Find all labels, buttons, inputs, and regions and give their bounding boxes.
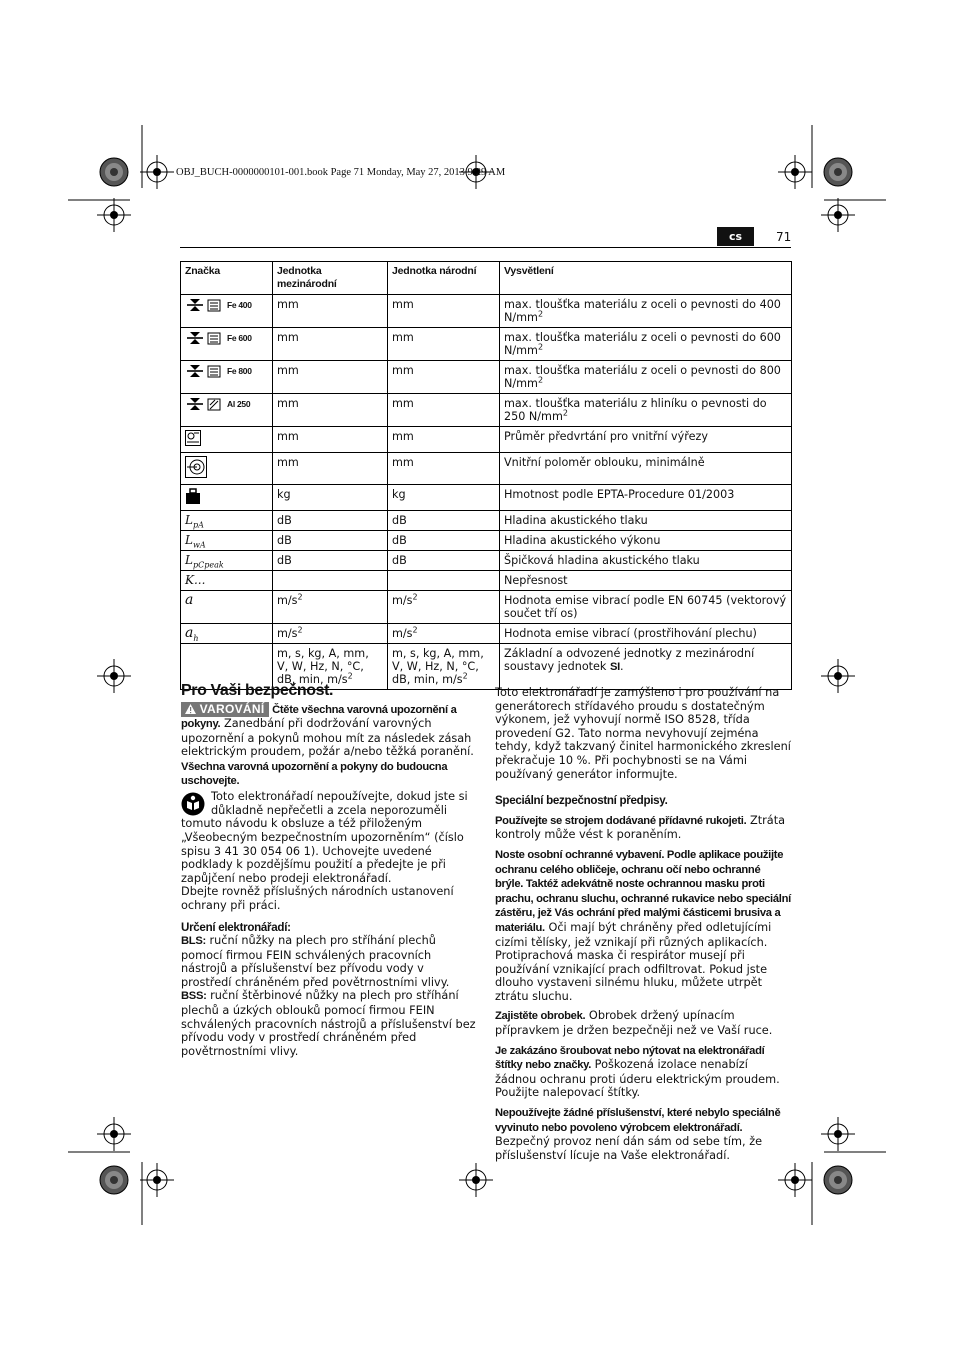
max-thickness-icon	[185, 364, 223, 378]
table-row	[181, 427, 792, 453]
table-cell: Hladina akustického tlaku	[500, 511, 792, 531]
symbol-cell: a	[181, 591, 273, 624]
generator-text: Toto elektronářadí je zamýšleno i pro používání na generátorech střídavého proudu s dostatečným výkonem, jež vyhovují normě ISO 8528, třída provedení G2. Tato norma nevyhovují zejména tehdy, když takzvaný činitel harmonického zkreslení překračuje 10 %. Při pochybnosti se na Vámi používaný generátor informujte.	[495, 686, 791, 781]
warning-lead: Čtěte všechna varovná upozornění a pokyny.	[181, 703, 457, 731]
table-cell: mm	[388, 295, 500, 328]
table-cell: mm	[273, 453, 388, 485]
table-cell	[273, 571, 388, 591]
header-cell: Značka	[181, 262, 273, 295]
bss-label: BSS:	[181, 990, 207, 1003]
table-cell: dB	[388, 551, 500, 571]
bss-text: ruční štěrbinové nůžky na plech pro stříhání plechů a úzkých oblouků pomocí firmou FEIN schválených pracovních nástrojů a příslušenství bez přívodu vody v prostředí chráněném před povětrnostními vlivy.	[181, 989, 476, 1058]
table-row	[181, 361, 792, 394]
left-column	[181, 684, 477, 1058]
warning-badge: VAROVÁNÍ	[181, 702, 269, 718]
rule-text: Obrobek držený upínacím přípravkem je držen bezpečněji než ve Vaší ruce.	[495, 1009, 773, 1038]
rule-lead: Zajistěte obrobek.	[495, 1010, 586, 1023]
table-row	[181, 531, 792, 551]
table-row	[181, 624, 792, 644]
warning-triangle-icon	[185, 704, 196, 714]
bls-text: ruční nůžky na plech pro stříhání plechů pomocí firmou FEIN schválených pracovních nástrojů a příslušenství bez přívodu vody v prostředí chráněném před povětrnostními vlivy.	[181, 934, 450, 989]
table-cell: $m/s^2$	[273, 591, 388, 624]
table-cell: kg	[388, 485, 500, 511]
rule-text: Poškozená izolace nenabízí žádnou ochranu proti úderu elektrickým proudem. Použijte nalepovací štítky.	[495, 1058, 780, 1100]
table-row	[181, 571, 792, 591]
rule-text: Ztráta kontroly může vést k poraněním.	[495, 813, 786, 842]
table-cell: mm	[273, 427, 388, 453]
table-cell: mm	[273, 295, 388, 328]
keep-instructions: Všechna varovná upozornění a pokyny do budoucna uschovejte.	[181, 760, 448, 787]
rule-text: Bezpečný provoz není dán sám od sebe tím, že příslušenství lícuje na Vaše elektronářadí.	[495, 1135, 763, 1162]
table-cell: m, s, kg, A, mm, V, W, Hz, N, °C, dB, min, $m/s^2$	[273, 644, 388, 690]
table-cell: dB	[273, 531, 388, 551]
table-cell: Špičková hladina akustického tlaku	[500, 551, 792, 571]
right-column	[495, 686, 791, 1162]
table-cell	[388, 571, 500, 591]
rule-lead: Nepoužívejte žádné příslušenství, které nebylo speciálně vyvinuto nebo povoleno výrobcem elektronářadí.	[495, 1107, 781, 1134]
language-tab: cs	[717, 227, 754, 246]
table-cell: Hodnota emise vibrací podle EN 60745 (vektorový součet tří os)	[500, 591, 792, 624]
table-row	[181, 511, 792, 531]
table-cell: mm	[273, 394, 388, 427]
rule-lead: Používejte se strojem dodávané přídavné rukojeti.	[495, 814, 747, 827]
table-row	[181, 591, 792, 624]
table-cell: mm	[388, 361, 500, 394]
page-number: 71	[776, 230, 792, 244]
material-label: Al 250	[227, 398, 251, 409]
table-cell: $m/s^2$	[273, 624, 388, 644]
table-cell: dB	[273, 511, 388, 531]
max-thickness-icon	[185, 397, 223, 411]
header-cell: Vysvětlení	[500, 262, 792, 295]
table-row	[181, 453, 792, 485]
rule-lead: Je zakázáno šroubovat nebo nýtovat na elektronářadí štítky nebo značky.	[495, 1044, 765, 1072]
table-cell: m, s, kg, A, mm, V, W, Hz, N, °C, dB, min, $m/s^2$	[388, 644, 500, 690]
table-cell: max. tloušťka materiálu z oceli o pevnosti do 600 $N/mm^2$	[500, 328, 792, 361]
symbol-cell: K...	[181, 571, 273, 591]
symbol-cell: $L_{pA}$	[181, 511, 273, 531]
table-row	[181, 485, 792, 511]
warning-text: Zanedbání při dodržování varovných upozornění a pokynů mohou mít za následek zásah elektrickým proudem, požár a/nebo těžká poranění.	[181, 717, 474, 759]
table-cell: Základní a odvozené jednotky z mezinárodní soustavy jednotek SI.	[500, 644, 792, 690]
special-rules-title: Speciální bezpečnostní předpisy.	[495, 794, 668, 808]
table-header-row	[181, 262, 792, 295]
header-rule	[180, 247, 791, 248]
table-row	[181, 295, 792, 328]
table-cell: max. tloušťka materiálu z oceli o pevnosti do 800 $N/mm^2$	[500, 361, 792, 394]
predrill-diameter-icon	[185, 430, 201, 446]
table-cell: mm	[388, 394, 500, 427]
table-cell: mm	[273, 361, 388, 394]
table-cell: $m/s^2$	[388, 591, 500, 624]
table-cell: mm	[388, 427, 500, 453]
table-cell: Průměr předvrtání pro vnitřní výřezy	[500, 427, 792, 453]
read-manual-icon	[181, 792, 205, 816]
table-cell: Vnitřní poloměr oblouku, minimálně	[500, 453, 792, 485]
section-title: Pro Vaši bezpečnost.	[181, 682, 334, 699]
table-cell: mm	[388, 328, 500, 361]
symbol-cell: $a_h$	[181, 624, 273, 644]
table-cell: Hmotnost podle EPTA-Procedure 01/2003	[500, 485, 792, 511]
table-cell: Nepřesnost	[500, 571, 792, 591]
regulations-text: Dbejte rovněž příslušných národních ustanovení ochrany při práci.	[181, 885, 454, 912]
table-cell: dB	[273, 551, 388, 571]
table-row	[181, 551, 792, 571]
symbols-table	[180, 261, 792, 690]
material-label: Fe 800	[227, 365, 252, 376]
book-file-line: OBJ_BUCH-0000000101-001.book Page 71 Monday, May 27, 2013 9:29 AM	[176, 167, 506, 178]
bls-label: BLS:	[181, 935, 206, 948]
max-thickness-icon	[185, 331, 223, 345]
table-cell: dB	[388, 511, 500, 531]
table-cell: dB	[388, 531, 500, 551]
symbol-cell: $L_{pCpeak}$	[181, 551, 273, 571]
rule-text: Oči mají být chráněny před odletujícími cizími tělísky, jež vznikají při různých aplikacích. Protiprachová maska či respirátor musejí při používání vznikající prach odfiltrovat. Pokud jste dlouho vystaveni silnému hluku, můžete utrpět ztrátu sluchu.	[495, 920, 772, 1003]
rule-lead: Noste osobní ochranné vybavení. Podle aplikace použijte ochranu celého obličeje, ochranu očí nebo ochranné brýle. Taktéž adekvátně noste ochrannou masku proti prachu, ochranu sluchu, ochranné rukavice nebo speciální zástěru, jež Vás ochrání před malými částicemi brusiva a materiálu.	[495, 848, 791, 934]
symbol-cell: $L_{wA}$	[181, 531, 273, 551]
table-cell: kg	[273, 485, 388, 511]
header-cell: Jednotka národní	[388, 262, 500, 295]
material-label: Fe 600	[227, 332, 252, 343]
max-thickness-icon	[185, 298, 223, 312]
header-cell: Jednotka mezinárodní	[273, 262, 388, 295]
curve-radius-icon	[185, 456, 207, 478]
table-cell: mm	[388, 453, 500, 485]
table-cell: $m/s^2$	[388, 624, 500, 644]
table-cell: mm	[273, 328, 388, 361]
purpose-title: Určení elektronářadí:	[181, 920, 291, 934]
material-label: Fe 400	[227, 299, 252, 310]
weight-icon	[185, 488, 201, 504]
table-row	[181, 394, 792, 427]
table-cell: Hodnota emise vibrací (prostřihování plechu)	[500, 624, 792, 644]
table-row	[181, 328, 792, 361]
manual-text: Toto elektronářadí nepoužívejte, dokud jste si důkladně nepřečetli a zcela neporozuměli tomuto návodu k obsluze a též přiloženým „Všeobecným bezpečnostním upozorněním“ (číslo spisu 3 41 30 054 06 1). Uchovejte uvedené podklady k pozdějšímu použití a předejte je při zapůjčení nebo prodeji elektronářadí.	[181, 790, 468, 885]
table-cell: max. tloušťka materiálu z oceli o pevnosti do 400 $N/mm^2$	[500, 295, 792, 328]
table-cell: Hladina akustického výkonu	[500, 531, 792, 551]
table-cell: max. tloušťka materiálu z hliníku o pevnosti do 250 $N/mm^2$	[500, 394, 792, 427]
